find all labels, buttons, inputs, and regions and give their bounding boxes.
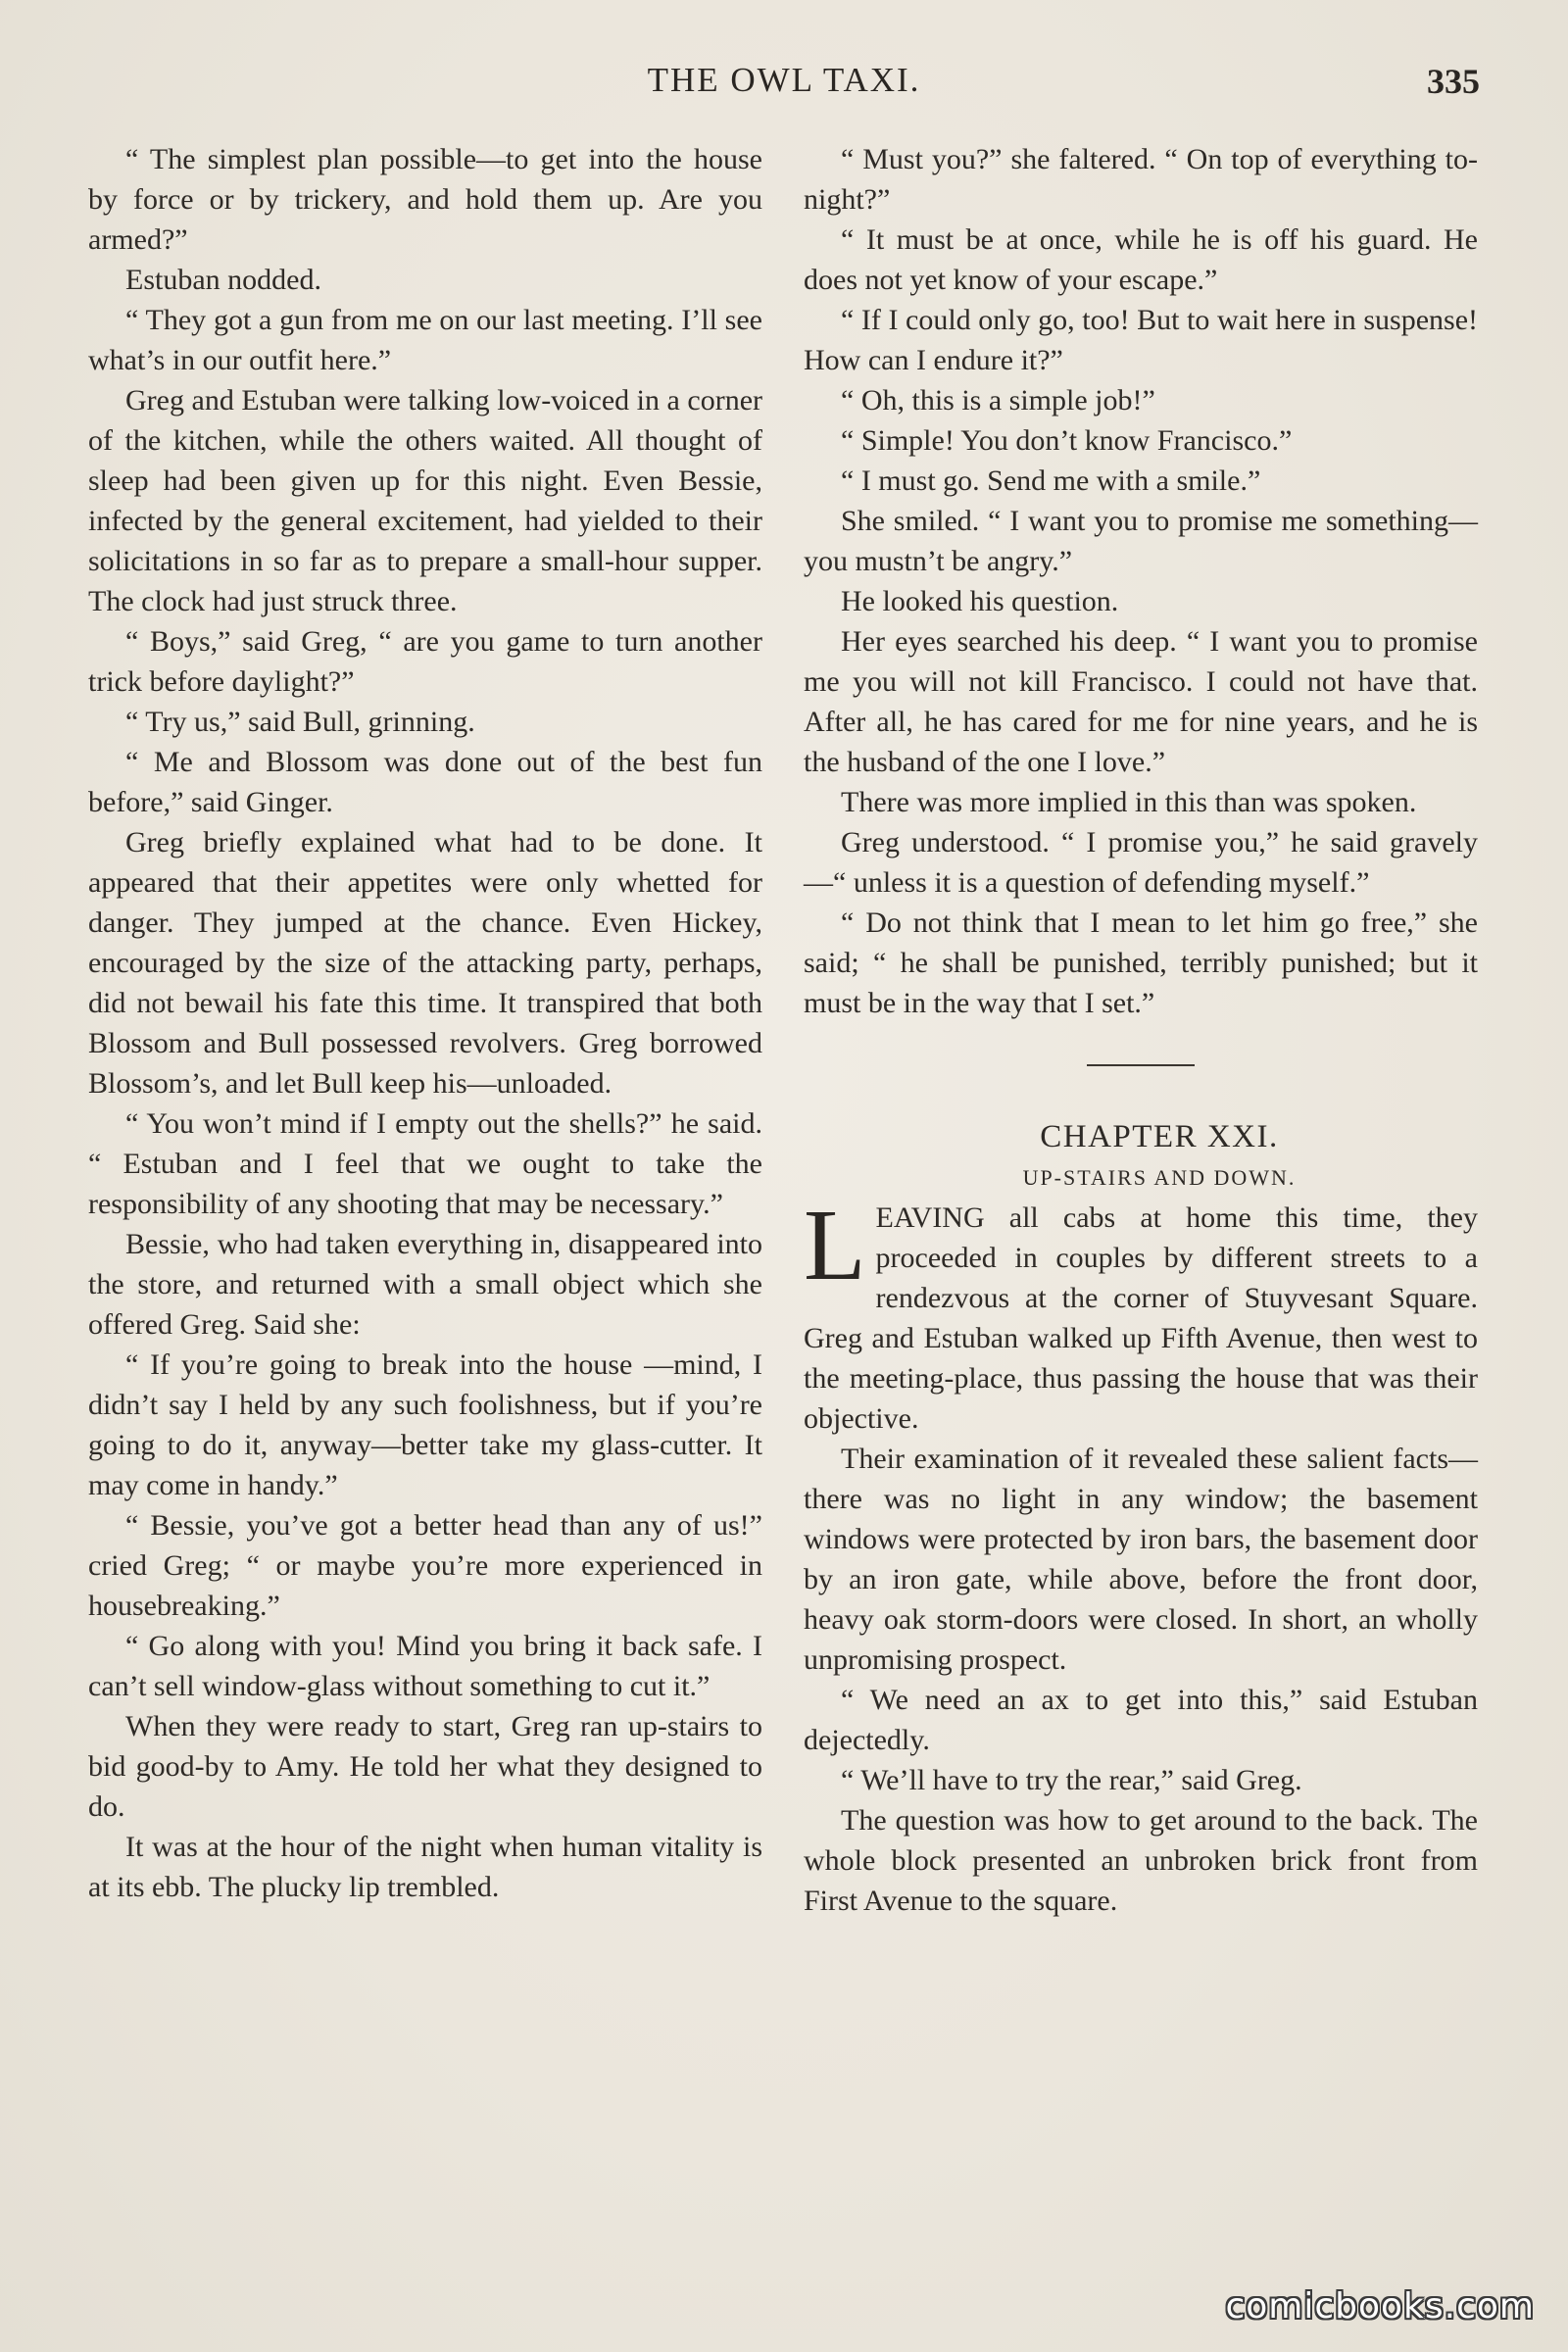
paragraph: “ We’ll have to try the rear,” said Greg. [841, 1764, 1302, 1796]
chapter-opening-paragraph [804, 1189, 1478, 1439]
paragraph: Estuban nodded. [125, 264, 321, 296]
paragraph: Greg and Estuban were talking low-voiced in a corner of the kitchen, while the others waited. All thought of sleep had been given up for this night. Even Bessie, infected by the general excitement, had yielded to their solicitations in so far as to prepare a small-hour supper. The clock had just struck three. [88, 384, 762, 617]
paragraph: “ If I could only go, too! But to wait here in suspense! How can I endure it?” [804, 304, 1478, 376]
paragraph: “ The simplest plan possible—to get into the house by force or by trickery, and hold them up. Are you armed?” [88, 143, 762, 256]
paragraph: There was more implied in this than was spoken. [841, 786, 1417, 818]
running-head: THE OWL TAXI. [647, 61, 921, 99]
paragraph: “ I must go. Send me with a smile.” [841, 465, 1261, 497]
opening-text: EAVING all cabs at home this time, they proceeded in couples by different streets to a rendezvous at the corner of Stuyvesant Square. Greg and Estuban walked up Fifth Avenue, then west to the meeting-place, thus passing the house that was their objective. [804, 1201, 1478, 1435]
paragraph: “ Boys,” said Greg, “ are you game to turn another trick before daylight?” [88, 625, 762, 698]
drop-cap: L [804, 1189, 866, 1301]
page-number: 335 [1427, 62, 1480, 101]
paragraph: “ Oh, this is a simple job!” [841, 384, 1155, 416]
paragraph: Bessie, who had taken everything in, disappeared into the store, and returned with a small object which she offered Greg. Said she: [88, 1228, 762, 1341]
left-column [88, 139, 762, 1907]
chapter-title: CHAPTER XXI. [1040, 1119, 1279, 1154]
paragraph: When they were ready to start, Greg ran up-stairs to bid good-by to Amy. He told her what they designed to do. [88, 1710, 762, 1823]
section-divider [1087, 1064, 1195, 1066]
paragraph: Greg understood. “ I promise you,” he said gravely—“ unless it is a question of defending myself.” [804, 826, 1478, 899]
paragraph: It was at the hour of the night when human vitality is at its ebb. The plucky lip trembled. [88, 1831, 762, 1903]
paragraph: “ Do not think that I mean to let him go free,” she said; “ he shall be punished, terribly punished; but it must be in the way that I set.” [804, 906, 1478, 1019]
paragraph: “ Bessie, you’ve got a better head than any of us!” cried Greg; “ or maybe you’re more experienced in housebreaking.” [88, 1509, 762, 1622]
paragraph: “ If you’re going to break into the house —mind, I didn’t say I held by any such foolishness, but if you’re going to do it, anyway—better take my glass-cutter. It may come in handy.” [88, 1348, 762, 1501]
paragraph: Her eyes searched his deep. “ I want you to promise me you will not kill Francisco. I could not have that. After all, he has cared for me for nine years, and he is the husband of the one I love.” [804, 625, 1478, 778]
paragraph: “ It must be at once, while he is off his guard. He does not yet know of your escape.” [804, 223, 1478, 296]
paragraph: “ Try us,” said Bull, grinning. [125, 706, 475, 738]
page-header [88, 61, 1480, 116]
paragraph: The question was how to get around to the back. The whole block presented an unbroken brick front from First Avenue to the square. [804, 1804, 1478, 1917]
paragraph: “ Simple! You don’t know Francisco.” [841, 424, 1293, 457]
paragraph: “ We need an ax to get into this,” said Estuban dejectedly. [804, 1684, 1478, 1756]
chapter-subtitle: UP-STAIRS AND DOWN. [1022, 1165, 1297, 1190]
paragraph: “ Me and Blossom was done out of the best fun before,” said Ginger. [88, 746, 762, 818]
paragraph: Their examination of it revealed these salient facts—there was no light in any window; the basement windows were protected by iron bars, the basement door by an iron gate, while above, before the front door, heavy oak storm-doors were closed. In short, an wholly unpromising prospect. [804, 1443, 1478, 1676]
right-column [804, 139, 1478, 1921]
watermark: comicbooks.com [1225, 2286, 1535, 2327]
paragraph: “ Must you?” she faltered. “ On top of everything to-night?” [804, 143, 1478, 216]
paragraph: “ You won’t mind if I empty out the shells?” he said. “ Estuban and I feel that we ought to take the responsibility of any shooting that may be necessary.” [88, 1107, 762, 1220]
paragraph: He looked his question. [841, 585, 1119, 617]
paragraph: Greg briefly explained what had to be done. It appeared that their appetites were only whetted for danger. They jumped at the chance. Even Hickey, encouraged by the size of the attacking party, perhaps, did not bewail his fate this time. It transpired that both Blossom and Bull possessed revolvers. Greg borrowed Blossom’s, and let Bull keep his—unloaded. [88, 826, 762, 1100]
paragraph: “ Go along with you! Mind you bring it back safe. I can’t sell window-glass without something to cut it.” [88, 1630, 762, 1702]
paragraph: She smiled. “ I want you to promise me something—you mustn’t be angry.” [804, 505, 1478, 577]
paragraph: “ They got a gun from me on our last meeting. I’ll see what’s in our outfit here.” [88, 304, 762, 376]
